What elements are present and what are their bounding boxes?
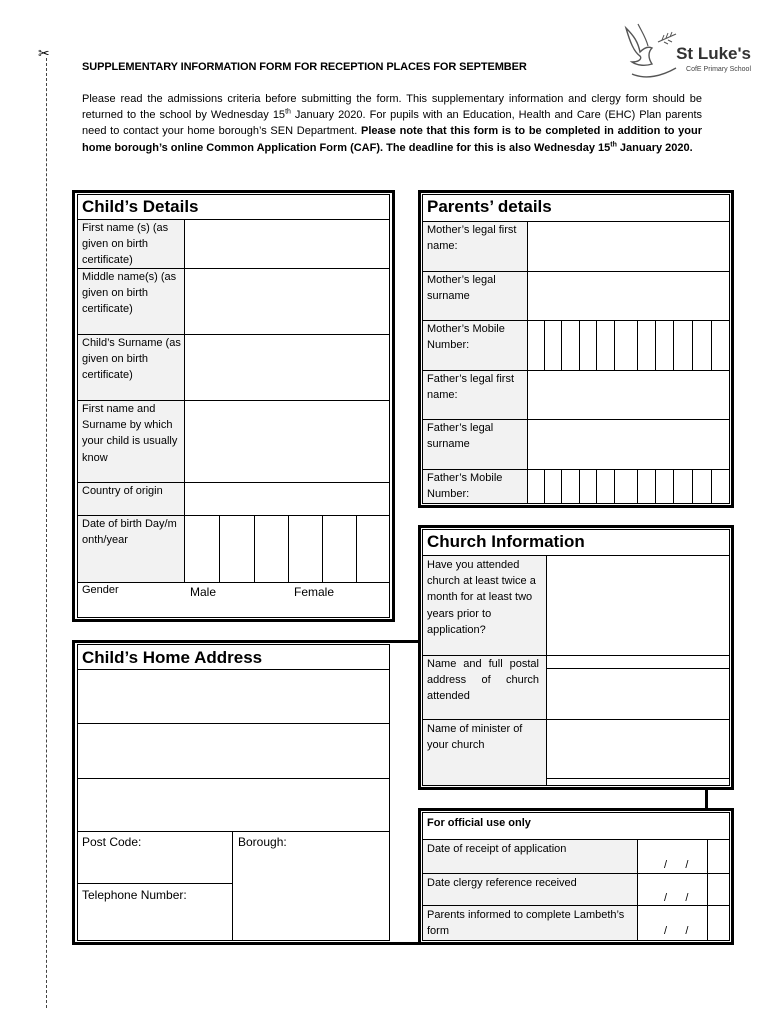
gender-label: Gender — [82, 584, 119, 596]
telephone-label: Telephone Number: — [82, 888, 187, 902]
home-address-heading: Child’s Home Address — [82, 648, 263, 667]
mother-mobile-field[interactable] — [528, 321, 729, 369]
church-information-heading: Church Information — [427, 532, 585, 551]
father-first-field[interactable] — [528, 371, 729, 418]
cut-line — [46, 58, 47, 1008]
church-address-field[interactable] — [547, 656, 729, 718]
school-subtitle: CofE Primary School — [686, 66, 751, 73]
parents-details-heading: Parents’ details — [427, 197, 552, 216]
surname-label: Child’s Surname (as given on birth certificate) — [82, 337, 181, 382]
intro-paragraph — [82, 91, 702, 156]
known-as-label: First name and Surname by which your child is usually know — [82, 403, 178, 464]
dove-icon — [618, 22, 678, 82]
clergy-label: Date clergy reference received — [427, 877, 577, 889]
borough-label: Borough: — [238, 835, 287, 849]
address-line-3-field[interactable] — [78, 779, 389, 830]
intro-text-2: January 2020. For pupils with an Education, Health and Care (EHC) Plan parents need to contact your home borough’s SEN Department. — [82, 109, 702, 138]
church-attended-label: Have you attended church at least twice a month for at least two years prior to application? — [427, 559, 536, 636]
father-surname-field[interactable] — [528, 420, 729, 468]
father-first-label: Father’s legal first name: — [427, 373, 515, 402]
father-mobile-label: Father’s Mobile Number: — [427, 472, 503, 501]
lambeth-label: Parents informed to complete Lambeth’s form — [427, 909, 625, 938]
middle-name-label: Middle name(s) (as given on birth certificate) — [82, 271, 177, 316]
post-code-label: Post Code: — [82, 835, 142, 849]
receipt-label: Date of receipt of application — [427, 843, 567, 855]
scissors-icon: ✂ — [38, 45, 50, 61]
intro-text-1: Please read the admissions criteria before submitting the form. This supplementary information and clergy form should be returned to the school by Wednesday 15 — [82, 93, 702, 122]
address-line-2-field[interactable] — [78, 724, 389, 777]
mother-first-label: Mother’s legal first name: — [427, 224, 517, 253]
father-mobile-field[interactable] — [528, 470, 729, 503]
lambeth-date-field[interactable]: / / — [664, 925, 689, 937]
surname-field[interactable] — [185, 335, 389, 399]
church-address-label: Name and full postal address of church attended — [427, 658, 539, 703]
country-field[interactable] — [185, 483, 389, 514]
first-name-field[interactable] — [185, 220, 389, 267]
receipt-date-field[interactable]: / / — [664, 859, 689, 871]
intro-bold-1: Please note that this form is to be completed in addition to your home borough’s online Common Application Form (CAF). The deadline for this is also Wednesday 15 — [82, 125, 703, 154]
address-line-1-field[interactable] — [78, 670, 389, 722]
childs-details-heading: Child’s Details — [82, 197, 199, 216]
dob-field[interactable] — [185, 516, 389, 581]
intro-sup: th — [285, 108, 291, 116]
intro-bold-2: January 2020. — [616, 141, 693, 154]
gender-male-option[interactable]: Male — [190, 585, 217, 599]
parents-label-bg — [423, 222, 527, 503]
minister-field[interactable] — [547, 720, 729, 778]
dob-label: Date of birth Day/month/year — [82, 518, 177, 547]
intro-bold-sup: th — [610, 140, 617, 148]
mother-surname-field[interactable] — [528, 272, 729, 319]
first-name-label: First name (s) (as given on birth certificate) — [82, 222, 169, 267]
official-use-heading: For official use only — [427, 817, 531, 829]
middle-name-field[interactable] — [185, 269, 389, 333]
mother-surname-label: Mother’s legal surname — [427, 274, 496, 303]
church-attended-field[interactable] — [547, 556, 729, 654]
school-name: St Luke's — [676, 44, 751, 63]
country-label: Country of origin — [82, 485, 163, 497]
minister-label: Name of minister of your church — [427, 723, 523, 752]
gender-female-option[interactable]: Female — [294, 585, 335, 599]
mother-first-field[interactable] — [528, 222, 729, 270]
mother-mobile-label: Mother’s Mobile Number: — [427, 323, 505, 352]
known-as-field[interactable] — [185, 401, 389, 481]
school-logo — [618, 22, 753, 87]
father-surname-label: Father’s legal surname — [427, 422, 494, 451]
clergy-date-field[interactable]: / / — [664, 892, 689, 904]
form-title: SUPPLEMENTARY INFORMATION FORM FOR RECEPTION PLACES FOR SEPTEMBER — [82, 61, 527, 73]
